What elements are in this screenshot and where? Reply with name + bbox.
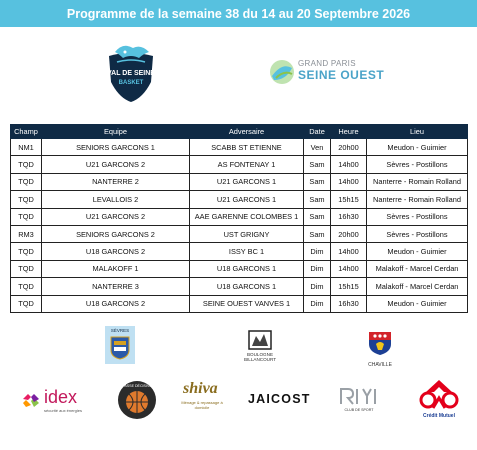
adversaire-cell: U21 GARCONS 1 — [190, 191, 304, 208]
equipe-cell: SENIORS GARCONS 2 — [42, 225, 190, 242]
column-header: Date — [304, 125, 331, 139]
lieu-cell: Malakoff - Marcel Cerdan — [367, 260, 468, 277]
table-row — [11, 225, 468, 242]
schedule-table — [10, 124, 468, 313]
table-row — [11, 139, 468, 156]
dragon-shield-icon — [103, 42, 159, 104]
date-cell: Sam — [304, 208, 331, 225]
table-header-row — [11, 125, 468, 139]
date-cell: Sam — [304, 173, 331, 190]
rythm-label: CLUB DE SPORT — [344, 408, 374, 412]
sevres-label: SÈVRES — [110, 328, 130, 333]
programme-banner — [0, 0, 477, 27]
adversaire-cell: U18 GARCONS 1 — [190, 278, 304, 295]
column-header: Champ — [11, 125, 42, 139]
champ-cell: RM3 — [11, 225, 42, 242]
equipe-cell: U18 GARCONS 2 — [42, 295, 190, 312]
credit-mutuel-logo — [416, 378, 462, 422]
equipe-cell: MALAKOFF 1 — [42, 260, 190, 277]
jaicost-wordmark: JAICOST — [248, 392, 311, 406]
champ-cell: TQD — [11, 243, 42, 260]
table-row — [11, 260, 468, 277]
table-row — [11, 243, 468, 260]
rythm-mark-icon — [338, 386, 380, 406]
table-body — [11, 139, 468, 313]
adversaire-cell: SEINE OUEST VANVES 1 — [190, 295, 304, 312]
column-header: Adversaire — [190, 125, 304, 139]
date-cell: Sam — [304, 156, 331, 173]
table-row — [11, 295, 468, 312]
shiva-logo — [177, 380, 227, 416]
table-row — [11, 156, 468, 173]
rythm-logo — [338, 386, 380, 416]
idex-logo — [22, 386, 100, 416]
adversaire-cell: UST GRIGNY — [190, 225, 304, 242]
idex-wordmark: idex — [44, 387, 78, 407]
champ-cell: TQD — [11, 173, 42, 190]
gpso-logo — [268, 56, 385, 88]
adversaire-cell: AS FONTENAY 1 — [190, 156, 304, 173]
programme-title: Programme de la semaine 38 du 14 au 20 Septembre 2026 — [66, 6, 411, 21]
table-row — [11, 278, 468, 295]
heure-cell: 14h00 — [331, 243, 367, 260]
heure-cell: 15h15 — [331, 191, 367, 208]
lieu-cell: Sèvres - Postillons — [367, 225, 468, 242]
basketball-crest-logo — [117, 378, 157, 420]
champ-cell: NM1 — [11, 139, 42, 156]
adversaire-cell: U21 GARCONS 1 — [190, 173, 304, 190]
shiva-wordmark: shiva — [183, 380, 218, 397]
chaville-crest-icon — [367, 330, 393, 356]
heure-cell: 20h00 — [331, 139, 367, 156]
heure-cell: 14h00 — [331, 173, 367, 190]
credit-mutuel-mark-icon — [416, 378, 462, 412]
heure-cell: 20h00 — [331, 225, 367, 242]
heure-cell: 14h00 — [331, 260, 367, 277]
champ-cell: TQD — [11, 260, 42, 277]
adversaire-cell: SCABB ST ETIENNE — [190, 139, 304, 156]
basket-crest-label: PASSE DÉCISIVE — [122, 384, 152, 388]
boulogne-label: BOULOGNE BILLANCOURT — [243, 352, 277, 362]
lieu-cell: Nanterre - Romain Rolland — [367, 191, 468, 208]
champ-cell: TQD — [11, 278, 42, 295]
val-de-seine-basket-logo — [103, 42, 159, 104]
equipe-cell: NANTERRE 3 — [42, 278, 190, 295]
lieu-cell: Meudon - Guimier — [367, 295, 468, 312]
idex-mark-icon — [22, 390, 40, 408]
lieu-cell: Sèvres - Postillons — [367, 208, 468, 225]
chaville-label: CHAVILLE — [368, 362, 392, 368]
chaville-logo — [360, 330, 400, 370]
idex-tagline: sécurité aux énergies — [44, 408, 83, 413]
gpso-line1: GRAND PARIS — [298, 59, 356, 68]
champ-cell: TQD — [11, 295, 42, 312]
date-cell: Sam — [304, 225, 331, 242]
heure-cell: 14h00 — [331, 156, 367, 173]
adversaire-cell: U18 GARCONS 1 — [190, 260, 304, 277]
champ-cell: TQD — [11, 191, 42, 208]
date-cell: Dim — [304, 295, 331, 312]
boulogne-billancourt-logo — [240, 330, 280, 368]
equipe-cell: NANTERRE 2 — [42, 173, 190, 190]
date-cell: Ven — [304, 139, 331, 156]
heure-cell: 15h15 — [331, 278, 367, 295]
equipe-cell: U18 GARCONS 2 — [42, 243, 190, 260]
heure-cell: 16h30 — [331, 295, 367, 312]
sevres-logo — [105, 326, 135, 364]
column-header: Lieu — [367, 125, 468, 139]
table-row — [11, 191, 468, 208]
gpso-line2: SEINE OUEST — [298, 68, 385, 82]
date-cell: Sam — [304, 191, 331, 208]
table-row — [11, 208, 468, 225]
heure-cell: 16h30 — [331, 208, 367, 225]
adversaire-cell: ISSY BC 1 — [190, 243, 304, 260]
shiva-tagline: Ménage & repassage à domicile — [181, 400, 223, 410]
table-row — [11, 173, 468, 190]
lieu-cell: Nanterre - Romain Rolland — [367, 173, 468, 190]
date-cell: Dim — [304, 243, 331, 260]
club-logo-line2: BASKET — [118, 80, 144, 86]
equipe-cell: U21 GARCONS 2 — [42, 156, 190, 173]
jaicost-logo — [248, 392, 326, 408]
column-header: Heure — [331, 125, 367, 139]
column-header: Equipe — [42, 125, 190, 139]
adversaire-cell: AAE GARENNE COLOMBES 1 — [190, 208, 304, 225]
gpso-circle-icon — [268, 58, 296, 86]
lieu-cell: Malakoff - Marcel Cerdan — [367, 278, 468, 295]
equipe-cell: LEVALLOIS 2 — [42, 191, 190, 208]
date-cell: Dim — [304, 278, 331, 295]
date-cell: Dim — [304, 260, 331, 277]
equipe-cell: U21 GARCONS 2 — [42, 208, 190, 225]
club-logo-line1: VAL DE SEINE — [107, 70, 155, 77]
champ-cell: TQD — [11, 156, 42, 173]
lieu-cell: Meudon - Guimier — [367, 243, 468, 260]
credit-mutuel-label: Crédit Mutuel — [423, 413, 455, 419]
lieu-cell: Sèvres - Postillons — [367, 156, 468, 173]
boulogne-emblem-icon — [248, 330, 272, 350]
champ-cell: TQD — [11, 208, 42, 225]
sevres-crest-icon — [110, 336, 130, 360]
lieu-cell: Meudon - Guimier — [367, 139, 468, 156]
equipe-cell: SENIORS GARCONS 1 — [42, 139, 190, 156]
